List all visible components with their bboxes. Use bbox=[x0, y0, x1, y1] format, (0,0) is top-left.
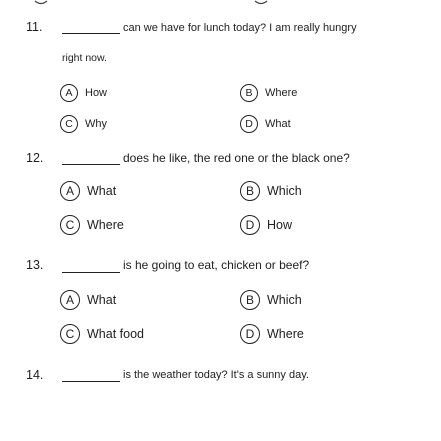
option-c-label: Where bbox=[87, 218, 124, 232]
answer-blank[interactable] bbox=[62, 33, 120, 34]
question-text: is the weather today? It's a sunny day. bbox=[123, 369, 309, 381]
option-d[interactable] bbox=[240, 214, 292, 236]
option-d[interactable] bbox=[240, 323, 304, 345]
question-number: 11. bbox=[26, 20, 43, 34]
option-b[interactable] bbox=[240, 289, 302, 311]
option-b[interactable] bbox=[240, 180, 302, 202]
option-c-label: What food bbox=[87, 327, 144, 341]
question-number: 13. bbox=[26, 258, 44, 272]
option-d-label: What bbox=[265, 118, 291, 130]
option-b-bubble[interactable]: B bbox=[240, 290, 260, 310]
answer-blank[interactable] bbox=[62, 272, 120, 273]
question-number: 12. bbox=[26, 151, 44, 165]
question-text-continuation: right now. bbox=[62, 52, 107, 64]
question-text: does he like, the red one or the black one? bbox=[123, 151, 350, 165]
option-c-bubble[interactable]: C bbox=[60, 115, 78, 133]
option-a-bubble[interactable]: A bbox=[60, 290, 80, 310]
option-a-label: What bbox=[87, 293, 117, 307]
option-c-bubble[interactable]: C bbox=[60, 215, 80, 235]
option-d[interactable] bbox=[240, 113, 291, 135]
option-c[interactable] bbox=[60, 113, 107, 135]
option-c-bubble[interactable]: C bbox=[60, 324, 80, 344]
option-b-label: Where bbox=[265, 87, 298, 99]
option-a-label: What bbox=[87, 184, 117, 198]
cropped-bubble-mark bbox=[34, 0, 48, 6]
option-c-label: Why bbox=[85, 118, 107, 130]
option-b-bubble[interactable]: B bbox=[240, 181, 260, 201]
option-b[interactable] bbox=[240, 82, 297, 104]
option-a-bubble[interactable]: A bbox=[60, 181, 80, 201]
answer-blank[interactable] bbox=[62, 381, 120, 382]
question-number: 14. bbox=[26, 368, 44, 382]
option-b-bubble[interactable]: B bbox=[240, 84, 258, 102]
option-b-label: Which bbox=[267, 293, 302, 307]
option-a[interactable] bbox=[60, 82, 107, 104]
cropped-bubble-mark bbox=[254, 0, 268, 6]
option-a[interactable] bbox=[60, 289, 116, 311]
answer-blank[interactable] bbox=[62, 164, 120, 165]
option-d-bubble[interactable]: D bbox=[240, 115, 258, 133]
option-c[interactable] bbox=[60, 214, 124, 236]
option-d-label: Where bbox=[267, 327, 304, 341]
question-text: can we have for lunch today? I am really hungry bbox=[123, 22, 357, 34]
option-d-bubble[interactable]: D bbox=[240, 324, 260, 344]
option-a-label: How bbox=[85, 87, 108, 99]
option-b-label: Which bbox=[267, 184, 302, 198]
option-d-bubble[interactable]: D bbox=[240, 215, 260, 235]
option-a-bubble[interactable]: A bbox=[60, 84, 78, 102]
option-a[interactable] bbox=[60, 180, 116, 202]
question-text: is he going to eat, chicken or beef? bbox=[123, 258, 310, 272]
option-d-label: How bbox=[267, 218, 293, 232]
option-c[interactable] bbox=[60, 323, 144, 345]
